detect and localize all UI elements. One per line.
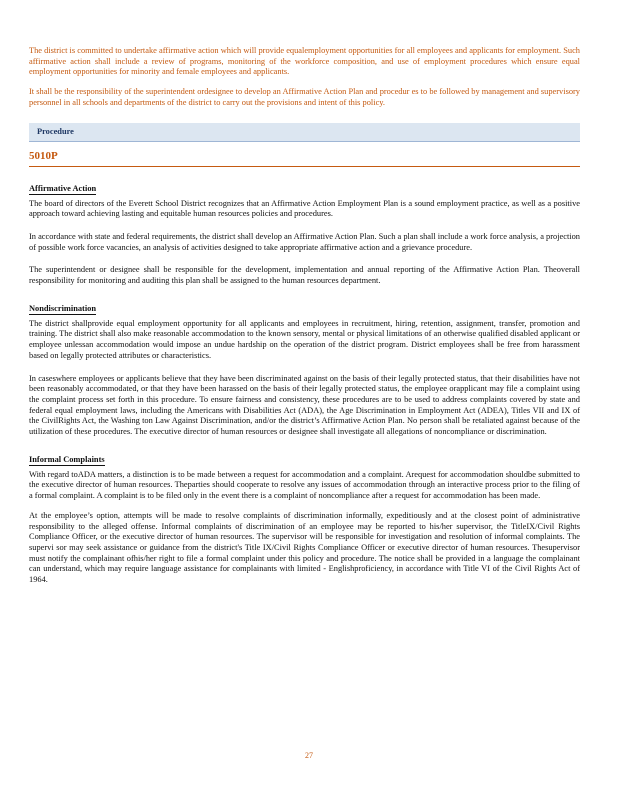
affirmative-paragraph-1: The board of directors of the Everett School District recognizes that an Affirmative Action Employment Plan is a sound employment practice, as well as a positive approach toward achieving lasting and equitable human resources policies and procedures. (29, 198, 580, 219)
affirmative-paragraph-2: In accordance with state and federal requirements, the district shall develop an Affirmative Action Plan. Such a plan shall include a work force analysis, a projection of possible work force vacancies, an analysis of activities designed to take appropriate affirmative action and a grievance procedure. (29, 231, 580, 252)
section-heading-nondiscrimination: Nondiscrimination (29, 303, 97, 313)
procedure-bar: Procedure (29, 123, 580, 142)
section-heading-informal-complaints: Informal Complaints (29, 454, 105, 464)
affirmative-paragraph-3: The superintendent or designee shall be responsible for the development, implementation and annual reporting of the Affirmative Action Plan. Theoverall responsibility for monitoring and auditing this plan shall be assigned to the human resources department. (29, 265, 580, 286)
nondiscrimination-paragraph-2: In caseswhere employees or applicants believe that they have been discriminated against on the basis of their legally protected status, that their disabilities have not been reasonably accommodated, or that they have been harassed on the basis of their legally protected status, the employee orapplicant may file a complaint using the complaint process set forth in this procedure. To ensure fairness and consistency, these procedures are to be used to address complaints covered by state and federal equal employment laws, including the Americans with Disabilities Act (ADA), the Age Discrimination in Employment Act (ADEA), Titles VII and IX of the CivilRights Act, the Washing ton Law Against Discrimination, and/or the district’s Affirmative Action Plan. No person shall be retaliated against because of the utilization of these procedures. The executive director of human resources or designee shall investigate all allegations of noncompliance or discrimination. (29, 373, 580, 437)
procedure-code: 5010P (29, 150, 580, 167)
section-heading-affirmative-action: Affirmative Action (29, 183, 97, 193)
informal-paragraph-1: With regard toADA matters, a distinction is to be made between a request for accommodation and a complaint. Arequest for accommodation shouldbe submitted to the executive director of human resources. Theparties should cooperate to resolve any issues of accommodation through an interactive process prior to the filing of a formal complaint. A complaint is to be filed only in the event there is a complaint of noncompliance after a request for accommodation has been made. (29, 469, 580, 501)
informal-paragraph-2: At the employee’s option, attempts will be made to resolve complaints of discrimination informally, expeditiously and at the closest point of administrative responsibility to the alleged offense. Informal complaints of discrimination of an employee may be reported to his/her supervisor, the TitleIX/Civil Rights Compliance Officer, or the executive director of human resources. The supervisor will be responsible for investigation and resolution of informal complaints. The supervi sor may seek assistance or guidance from the district's Title IX/Civil Rights Compliance Officer or executive director of human resources. Thesupervisor must notify the complainant ofhis/her right to file a formal complaint under this policy and procedure. The notice shall be provided in a language the complainant can understand, which may require language assistance for complainants with limited - Englishproficiency, in accordance with Title VI of the Civil Rights Act of 1964. (29, 510, 580, 585)
intro-paragraph-2: It shall be the responsibility of the superintendent ordesignee to develop an Affirmative Action Plan and procedur es to be followed by management and supervisory personnel in all schools and departments of the district to carry out the provisions and intent of this policy. (29, 87, 580, 107)
page-number: 27 (305, 751, 313, 760)
document-page (29, 46, 580, 586)
nondiscrimination-paragraph-1: The district shallprovide equal employment opportunity for all applicants and employees in recruitment, hiring, retention, assignment, transfer, promotion and training. The district shall also make reasonable accommodation to the known sensory, mental or physical limitations of an otherwise qualified disabled applicant or employee unlessan accommodation would impose an undue hardship on the operation of the district program. District employees shall be free from harassment based on legally protected attributes or characteristics. (29, 318, 580, 360)
intro-paragraph-1: The district is committed to undertake affirmative action which will provide equalemployment opportunities for all employees and applicants for employment. Such affirmative action shall include a review of programs, monitoring of the workforce composition, and use of employment procedures which ensure equal employment opportunities for minority and female employees and applicants. (29, 46, 580, 77)
